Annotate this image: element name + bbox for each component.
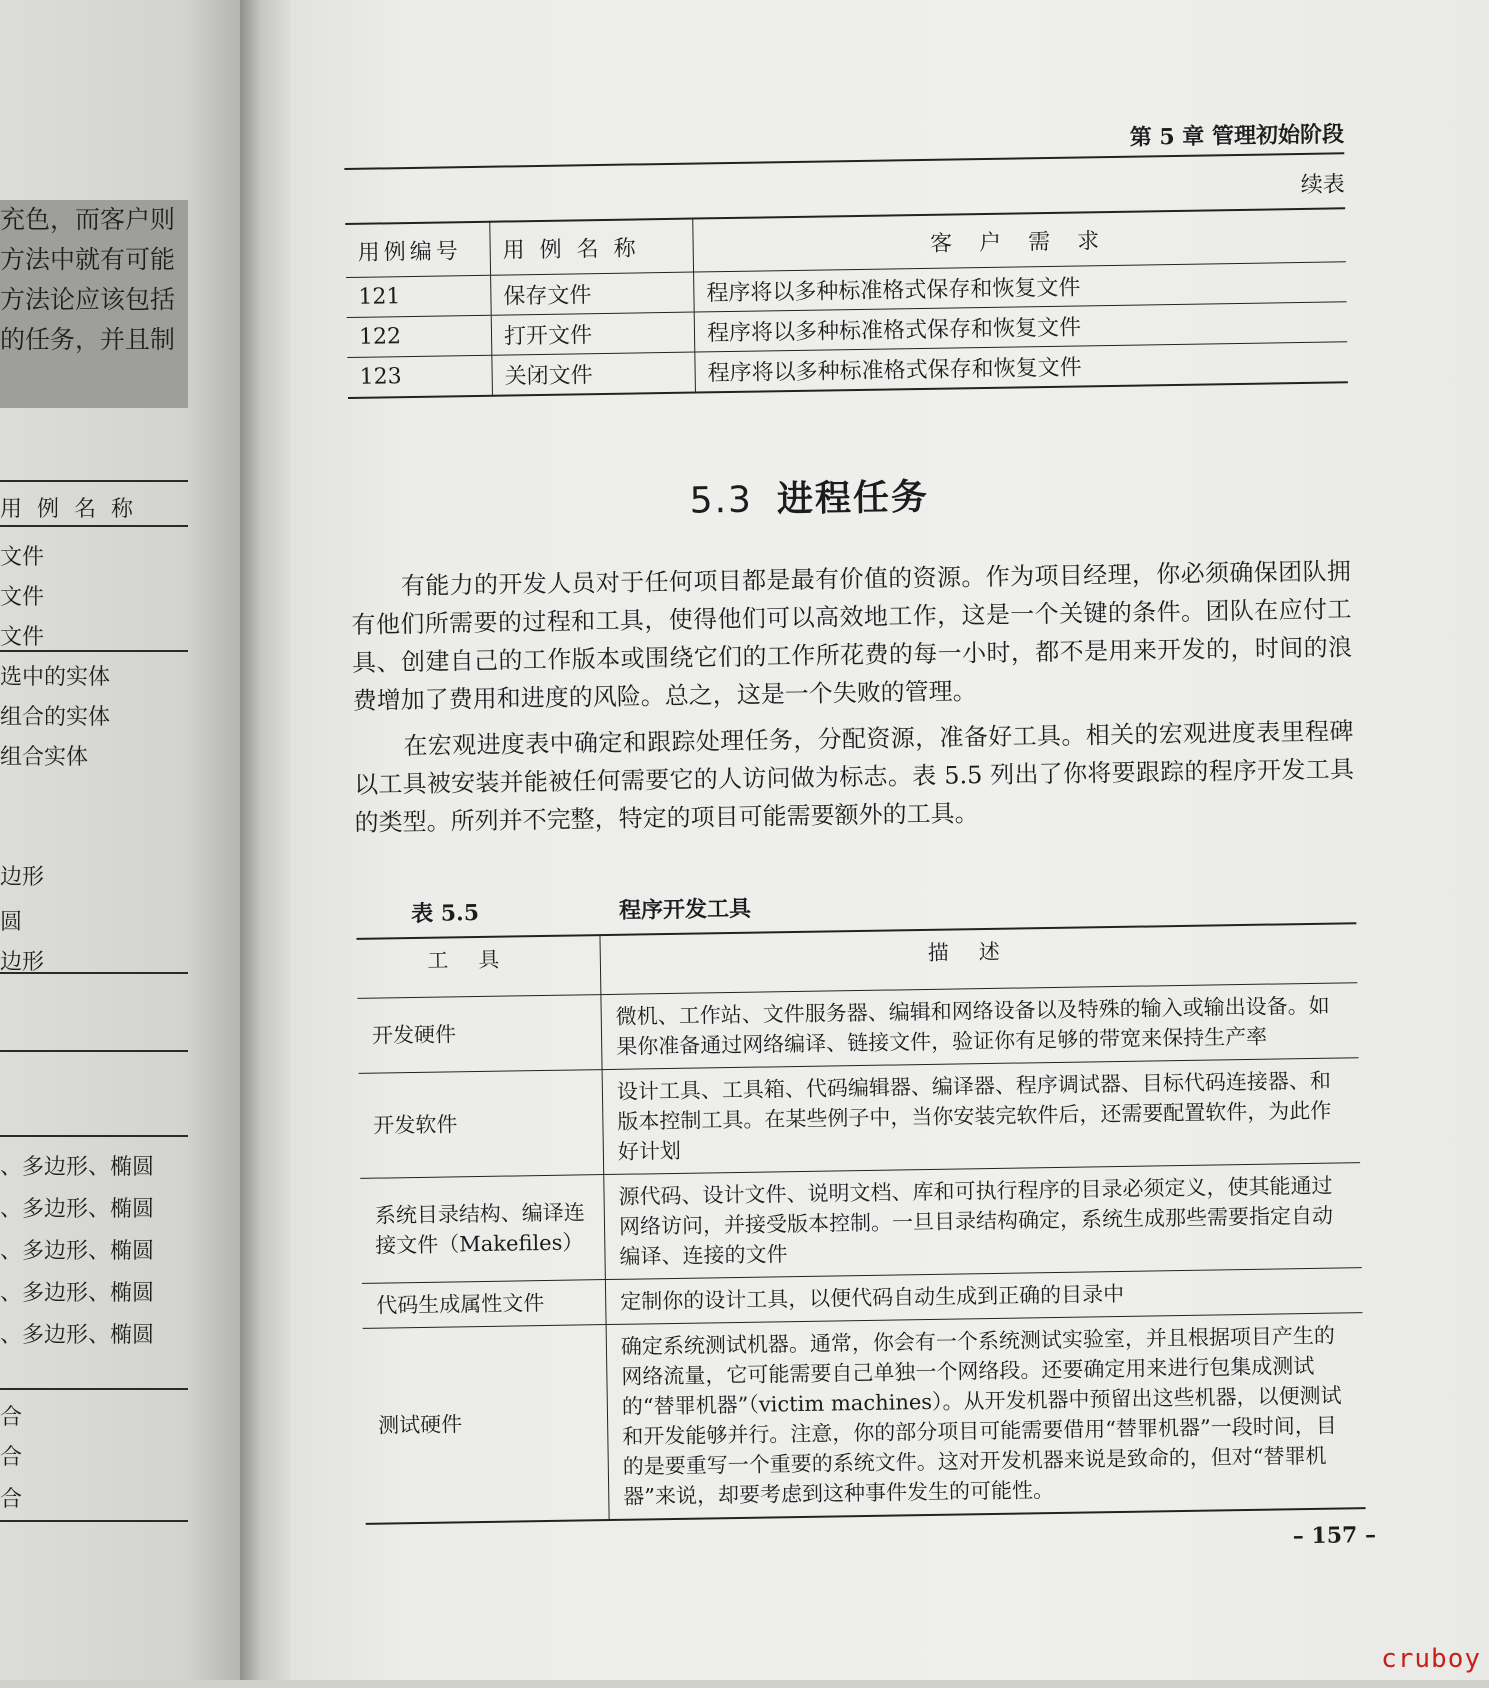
table-row [360, 1163, 1362, 1284]
cell-tool: 代码生成属性文件 [362, 1280, 606, 1329]
cell-id: 122 [347, 315, 492, 357]
cell-description: 源代码、设计文件、说明文档、库和可执行程序的目录必须定义，使其能通过网络访问，并接受版本控制。一旦目录结构确定，系统生成那些需要指定自动编译、连接的文件 [604, 1163, 1362, 1280]
cell-description: 定制你的设计工具，以便代码自动生成到正确的目录中 [605, 1268, 1362, 1325]
cell-description: 微机、工作站、文件服务器、编辑和网络设备以及特殊的输入或输出设备。如果你准备通过网络编译、链接文件，验证你有足够的带宽来保持生产率 [601, 983, 1359, 1070]
left-heading: 用 例 名 称 [0, 497, 137, 522]
continued-label: 续表 [1300, 172, 1345, 198]
cell-name: 关闭文件 [492, 352, 696, 396]
left-shaded-line: 方法论应该包括 [0, 285, 176, 314]
cell-tool: 系统目录结构、编译连接文件（Makefiles） [360, 1175, 605, 1284]
watermark-text: cruboy [1381, 1644, 1481, 1674]
cell-name: 保存文件 [491, 272, 695, 315]
left-shaded-line: 充色，而客户则 [0, 205, 176, 234]
cell-id: 121 [346, 275, 491, 317]
table-caption [411, 892, 751, 928]
cell-id: 123 [347, 355, 492, 398]
left-list-item: 组合的实体 [0, 705, 111, 730]
page-content [342, 0, 1378, 1688]
cell-tool: 开发软件 [359, 1070, 604, 1179]
left-rule [0, 480, 188, 482]
left-list-item: 文件 [0, 545, 45, 570]
left-shaded-line: 方法中就有可能 [0, 245, 176, 274]
left-page-shaded-box [0, 200, 188, 408]
section-number: 5.3 [689, 479, 754, 522]
tools-table [356, 922, 1365, 1525]
chapter-title: 第 5 章 管理初始阶段 [1129, 121, 1345, 151]
left-list-item: 合 [0, 1405, 23, 1430]
left-page [0, 0, 262, 1680]
table-row [363, 1313, 1366, 1524]
left-rule [0, 1520, 188, 1522]
cell-requirement: 程序将以多种标准格式保存和恢复文件 [694, 302, 1347, 352]
left-list-item: 文件 [0, 625, 45, 650]
table-label: 表 5.5 [410, 899, 480, 928]
left-list-item: 合 [0, 1445, 23, 1470]
left-rule [0, 525, 188, 527]
left-list-item: 边形 [0, 950, 45, 975]
page-number: – 157 – [1292, 1521, 1377, 1550]
left-list-item: 、多边形、椭圆 [0, 1197, 155, 1222]
col-header-id: 用例编号 [345, 222, 490, 278]
cell-tool: 开发硬件 [357, 995, 602, 1074]
section-title: 进程任务 [776, 476, 930, 521]
left-list-item: 文件 [0, 585, 45, 610]
left-list-item: 、多边形、椭圆 [0, 1239, 155, 1264]
table-row [359, 1058, 1361, 1179]
cell-requirement: 程序将以多种标准格式保存和恢复文件 [695, 342, 1348, 393]
use-case-table [345, 207, 1348, 399]
col-header-name: 用 例 名 称 [490, 219, 694, 276]
col-header-tool: 工具 [356, 935, 600, 998]
left-list-item: 圆 [0, 910, 23, 935]
body-paragraph: 在宏观进度表中确定和跟踪处理任务，分配资源，准备好工具。相关的宏观进度表里程碑以工具被安装并能被任何需要它的人访问做为标志。表 5.5 列出了你将要跟踪的程序开发工具的类型。所列并不完整，特定的项目可能需要额外的工具。 [353, 717, 1355, 837]
left-list-item: 合 [0, 1487, 23, 1512]
body-paragraph: 有能力的开发人员对于任何项目都是最有价值的资源。作为项目经理，你必须确保团队拥有他们所需要的过程和工具，使得他们可以高效地工作，这是一个关键的条件。团队在应付工具、创建自己的工作版本或围绕它们的工作所花费的每一小时，都不是用来开发的，时间的浪费增加了费用和进度的风险。总之，这是一个失败的管理。 [351, 557, 1353, 715]
col-header-description: 描述 [600, 923, 1357, 994]
left-list-item: 、多边形、椭圆 [0, 1323, 155, 1348]
left-rule [0, 1135, 188, 1137]
left-shaded-line: 的任务，并且制 [0, 325, 176, 354]
left-rule [0, 1388, 188, 1390]
cell-name: 打开文件 [491, 312, 695, 355]
col-header-requirement: 客 户 需 求 [693, 208, 1346, 272]
left-list-item: 、多边形、椭圆 [0, 1155, 155, 1180]
running-header [344, 112, 1345, 170]
left-list-item: 边形 [0, 865, 45, 890]
cell-description: 设计工具、工具箱、代码编辑器、编译器、程序调试器、目标代码连接器、和版本控制工具。在某些例子中，当你安装完软件后，还需要配置软件，为此作好计划 [602, 1058, 1360, 1175]
left-list-item: 、多边形、椭圆 [0, 1281, 155, 1306]
left-list-item: 选中的实体 [0, 665, 111, 690]
cell-description: 确定系统测试机器。通常，你会有一个系统测试实验室，并且根据项目产生的网络流量，它可能需要自己单独一个网络段。还要确定用来进行包集成测试的“替罪机器”（victim machines）。从开发机器中预留出这些机器，以便测试和开发能够并行。注意，你的部分项目可能需要借用“替罪机器”一段时间，目的是要重写一个重要的系统文件。这对开发机器来说是致命的，但对“替罪机器”来说，却要考虑到这种事件发生的可能性。 [606, 1313, 1365, 1520]
cell-requirement: 程序将以多种标准格式保存和恢复文件 [694, 262, 1347, 312]
left-list-item: 组合实体 [0, 745, 89, 770]
table-title: 程序开发工具 [618, 895, 752, 924]
section-heading [689, 469, 929, 524]
cell-tool: 测试硬件 [363, 1325, 610, 1524]
left-rule [0, 1050, 188, 1052]
